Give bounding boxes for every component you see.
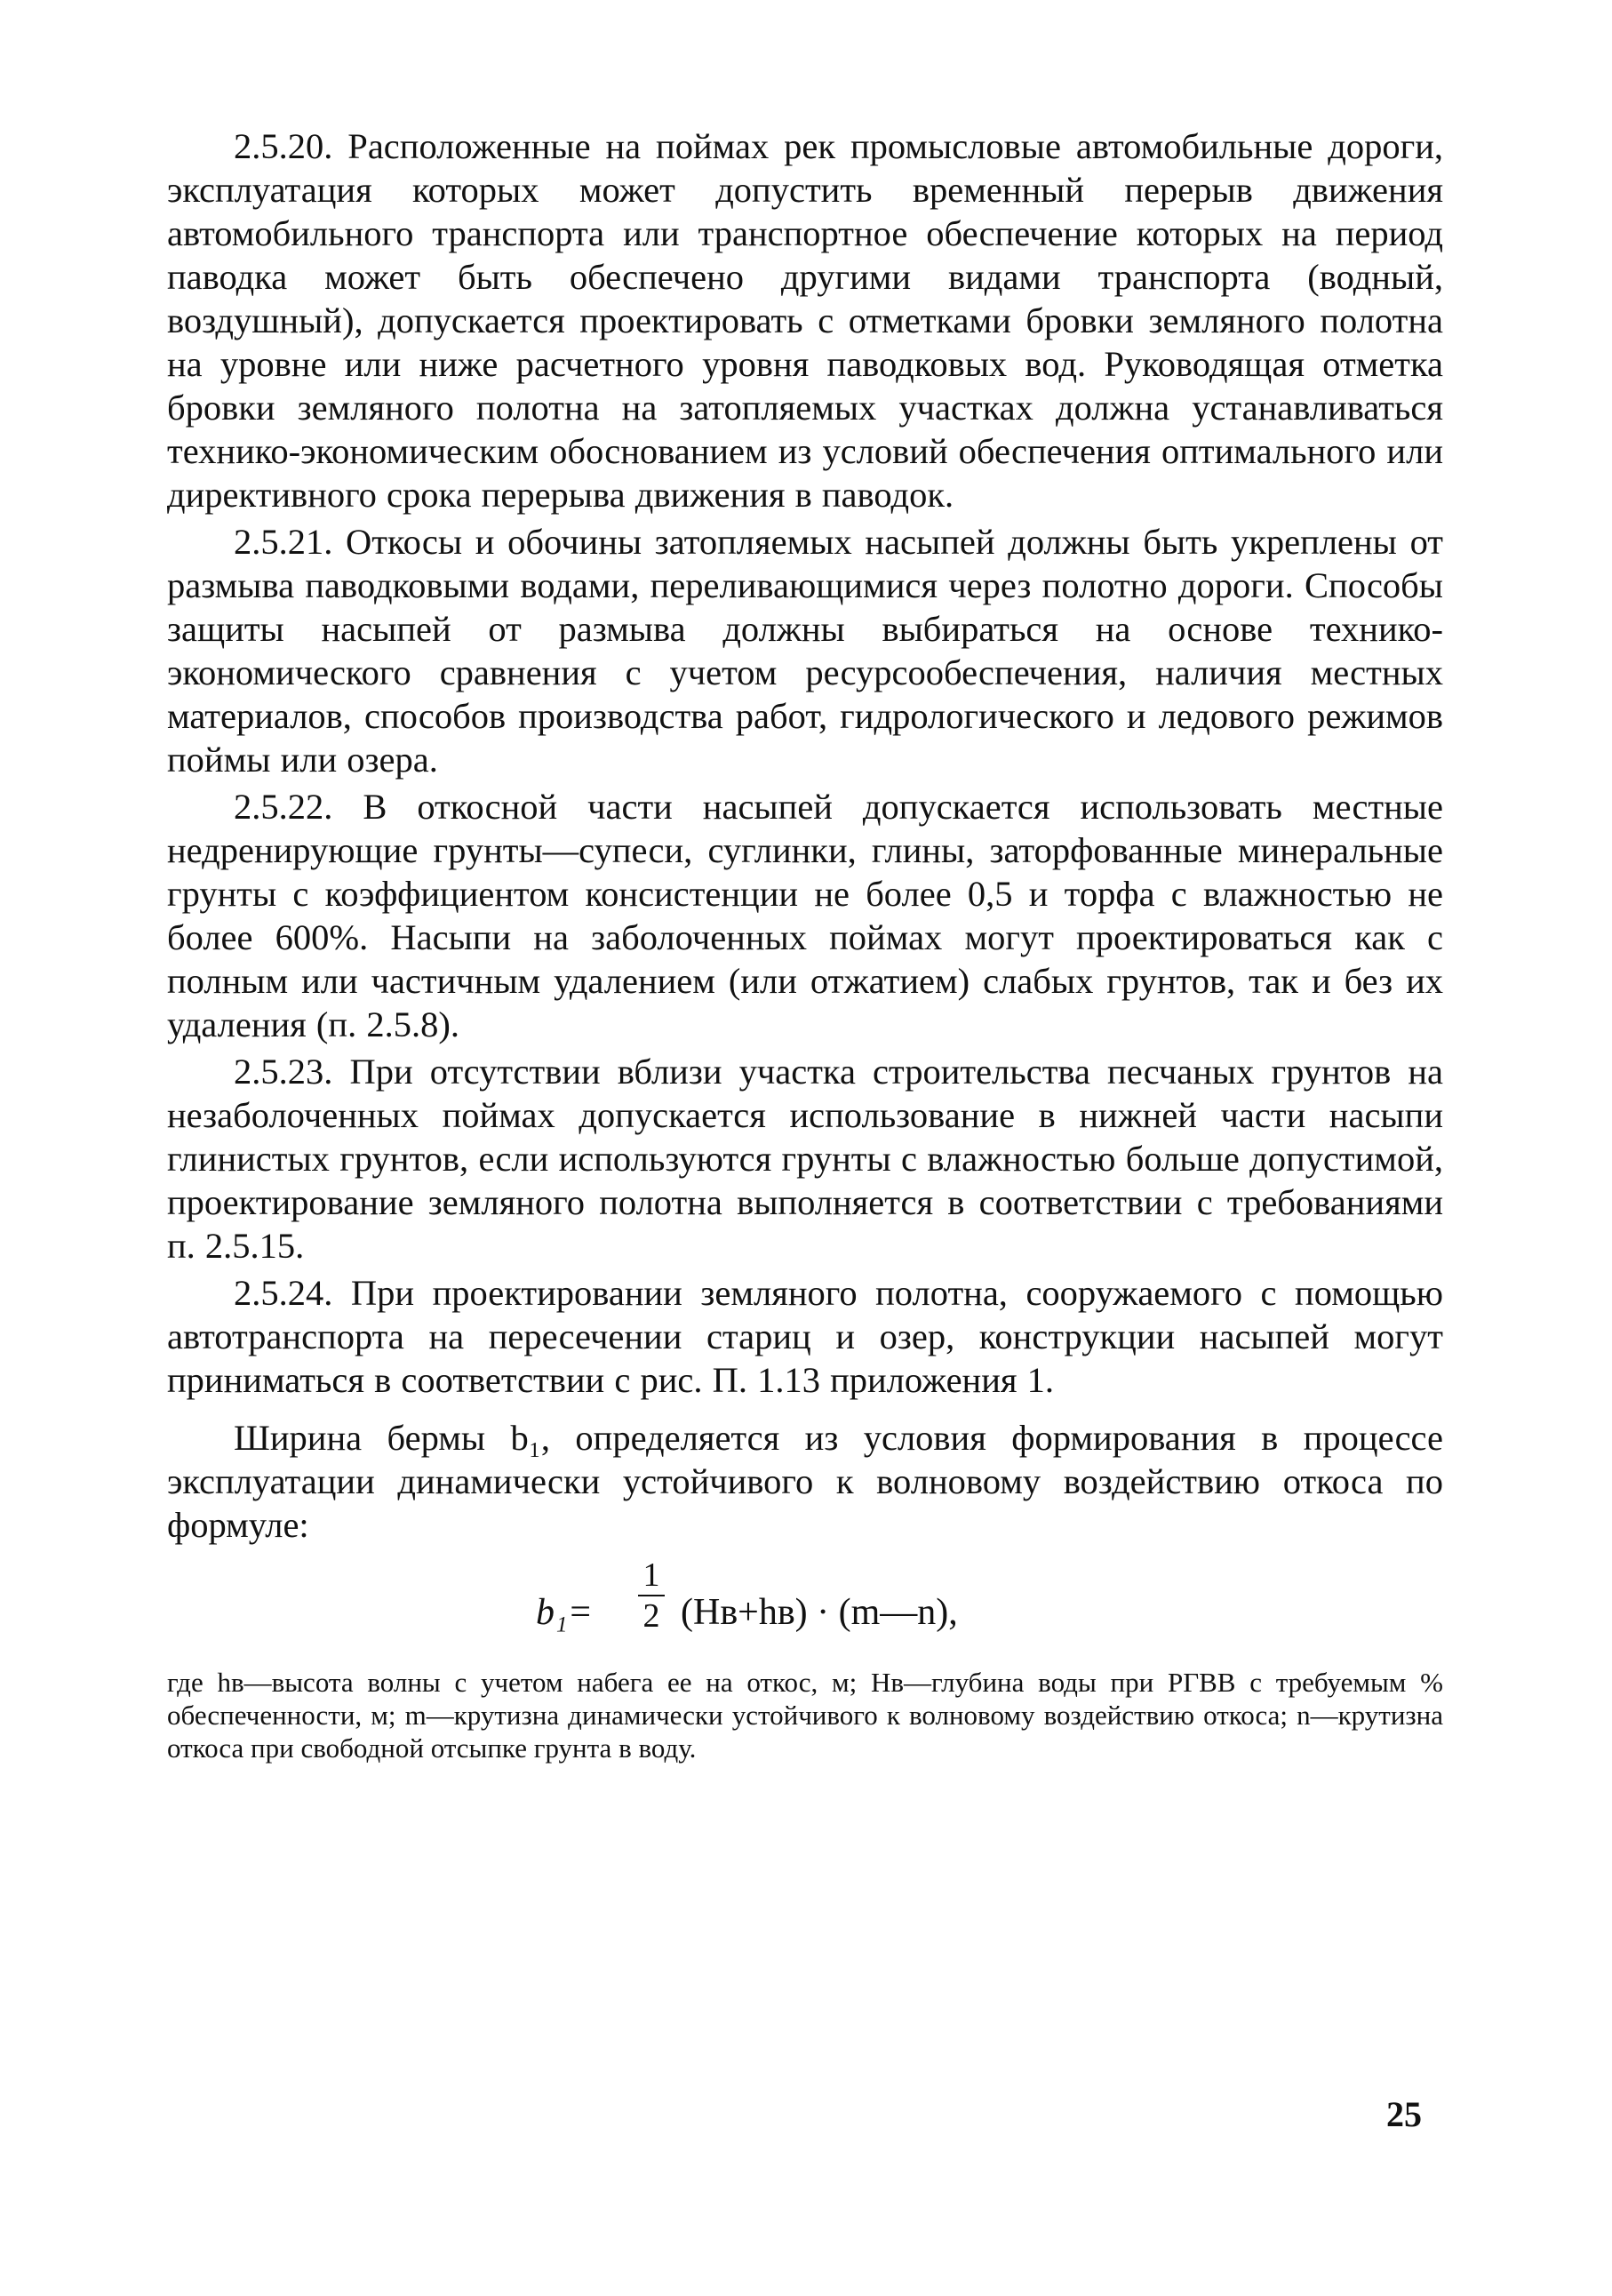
- berm-formula: [167, 1552, 1443, 1652]
- formula-fraction: [636, 1556, 666, 1636]
- formula-rhs: (Hв+hв) · (m—n),: [681, 1592, 958, 1633]
- paragraph-2-5-23: 2.5.23. При отсутствии вблизи участка строительства песчаных грунтов на незаболоченных поймах допускается использование в нижней части насыпи глинистых грунтов, если используются грунты с влажностью больше допустимой, проектирование земляного полотна выполняется в соответствии с требованиями п. 2.5.15.: [167, 1052, 1443, 1266]
- page-number: 25: [1386, 2094, 1422, 2134]
- formula-denominator: 2: [642, 1597, 660, 1635]
- formula-notation-note: где hв—высота волны с учетом набега ее на откос, м; Hв—глубина воды при РГВВ с требуемым % обеспеченности, м; m—крутизна динамически устойчивого к волновому воздействию откоса; n—крутизна откоса при свободной отсыпке грунта в воду.: [167, 1667, 1443, 1764]
- page-body: [167, 124, 1443, 1764]
- berm-width-paragraph: Ширина бермы b₁, определяется из условия формирования в процессе эксплуатации динамически устойчивого к волновому воздействию откоса по формуле:: [167, 1418, 1443, 1545]
- formula-numerator: 1: [642, 1556, 660, 1594]
- paragraph-2-5-22: 2.5.22. В откосной части насыпей допускается использовать местные недренирующие грунты—супеси, суглинки, глины, заторфованные минеральные грунты с коэффициентом консистенции не более 0,5 и торфа с влажностью не более 600%. Насыпи на заболоченных поймах могут проектироваться как с полным или частичным удалением (или отжатием) слабых грунтов, так и без их удаления (п. 2.5.8).: [167, 787, 1443, 1044]
- formula-lhs: b₁=: [536, 1592, 593, 1633]
- paragraph-2-5-24: 2.5.24. При проектировании земляного полотна, сооружаемого с помощью автотранспорта на пересечении стариц и озер, конструкции насыпей могут приниматься в соответствии с рис. П. 1.13 приложения 1.: [167, 1273, 1443, 1400]
- paragraph-2-5-21: 2.5.21. Откосы и обочины затопляемых насыпей должны быть укреплены от размыва паводковыми водами, переливающимися через полотно дороги. Способы защиты насыпей от размыва должны выбираться на основе технико-экономического сравнения с учетом ресурсообеспечения, наличия местных материалов, способов производства работ, гидрологического и ледового режимов поймы или озера.: [167, 522, 1443, 780]
- paragraph-2-5-20: 2.5.20. Расположенные на поймах рек промысловые автомобильные дороги, эксплуатация которых может допустить временный перерыв движения автомобильного транспорта или транспортное обеспечение которых на период паводка может быть обеспечено другими видами транспорта (водный, воздушный), допускается проектировать с отметками бровки земляного полотна на уровне или ниже расчетного уровня паводковых вод. Руководящая отметка бровки земляного полотна на затопляемых участках должна устанавливаться технико-экономическим обоснованием из условий обеспечения оптимального или директивного срока перерыва движения в паводок.: [167, 126, 1443, 515]
